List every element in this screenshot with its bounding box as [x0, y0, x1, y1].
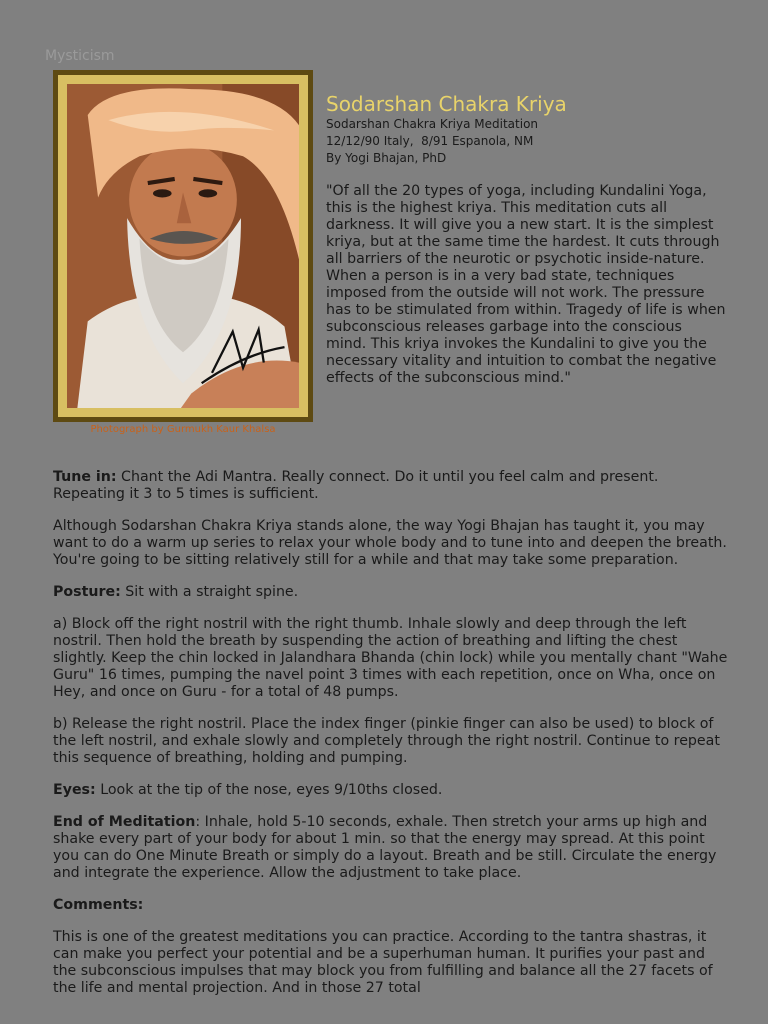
quote-text: "Of all the 20 types of yoga, including Kundalini Yoga, this is the highest kriya. This meditation cuts all darkness. It will give you a new start. It is the simplest kriya, but at the same time the hardest. It cuts through all barriers of the neurotic or psychotic inside-nature. When a person is in a very bad state, techniques imposed from the outside will not work. The pressure has to be stimulated from within. Tragedy of life is when subconscious releases garbage into the conscious mind. This kriya invokes the Kundalini to give you the necessary vitality and intuition to combat the negative effects of the subconscious mind.": [326, 183, 726, 386]
comments-heading: [53, 897, 729, 914]
end-label: End of Meditation: [53, 814, 196, 830]
dates: 12/12/90 Italy, 8/91 Espanola, NM: [326, 134, 534, 148]
author: By Yogi Bhajan, PhD: [326, 151, 447, 165]
eyes-text: Look at the tip of the nose, eyes 9/10ths closed.: [95, 782, 443, 798]
tune-in-text: Chant the Adi Mantra. Really connect. Do it until you feel calm and present. Repeating it 3 to 5 times is sufficient.: [53, 469, 659, 502]
article-body: [53, 469, 729, 1012]
tune-in-paragraph: [53, 469, 729, 503]
comments-label: Comments:: [53, 897, 144, 913]
portrait-photo: [67, 84, 299, 408]
meta-info: [326, 116, 726, 167]
eyes-label: Eyes:: [53, 782, 96, 798]
category-label[interactable]: Mysticism: [45, 48, 115, 64]
posture-text: Sit with a straight spine.: [120, 584, 299, 600]
page-title: Sodarshan Chakra Kriya: [326, 92, 567, 116]
end-paragraph: [53, 814, 729, 882]
comments-paragraph: This is one of the greatest meditations you can practice. According to the tantra shastras, it can make you perfect your potential and be a superhuman human. It purifies your past and the subconscious impulses that may block you from fulfilling and balance all the 27 facets of the life and mental projection. And in those 27 total: [53, 929, 713, 996]
photo-caption: Photograph by Gurmukh Kaur Khalsa: [90, 424, 276, 435]
photo-frame: [53, 70, 313, 422]
posture-paragraph: [53, 584, 729, 601]
portrait-illustration: [67, 84, 299, 408]
subtitle: Sodarshan Chakra Kriya Meditation: [326, 117, 539, 131]
tune-in-label: Tune in:: [53, 469, 117, 485]
end-text: : Inhale, hold 5-10 seconds, exhale. Then stretch your arms up high and shake every part of your body for about 1 min. so that the energy may spread. At this point you can do One Minute Breath or simply do a layout. Breath and be still. Circulate the energy and integrate the experience. Allow the adjustment to take place.: [53, 814, 717, 881]
step-b-paragraph: b) Release the right nostril. Place the index finger (pinkie finger can also be used) to block of the left nostril, and exhale slowly and completely through the right nostril. Continue to repeat this sequence of breathing, holding and pumping.: [53, 716, 720, 766]
warmup-paragraph: Although Sodarshan Chakra Kriya stands alone, the way Yogi Bhajan has taught it, you may want to do a warm up series to relax your whole body and to tune into and deepen the breath. You're going to be sitting relatively still for a while and that may take some preparation.: [53, 518, 727, 568]
step-a-paragraph: a) Block off the right nostril with the right thumb. Inhale slowly and deep through the left nostril. Then hold the breath by suspending the action of breathing and lifting the chest slightly. Keep the chin locked in Jalandhara Bhanda (chin lock) while you mentally chant "Wahe Guru" 16 times, pumping the navel point 3 times with each repetition, once on Wha, once on Hey, and once on Guru - for a total of 48 pumps.: [53, 616, 728, 700]
photo-mat: [58, 75, 308, 417]
posture-label: Posture:: [53, 584, 121, 600]
eyes-paragraph: [53, 782, 729, 799]
